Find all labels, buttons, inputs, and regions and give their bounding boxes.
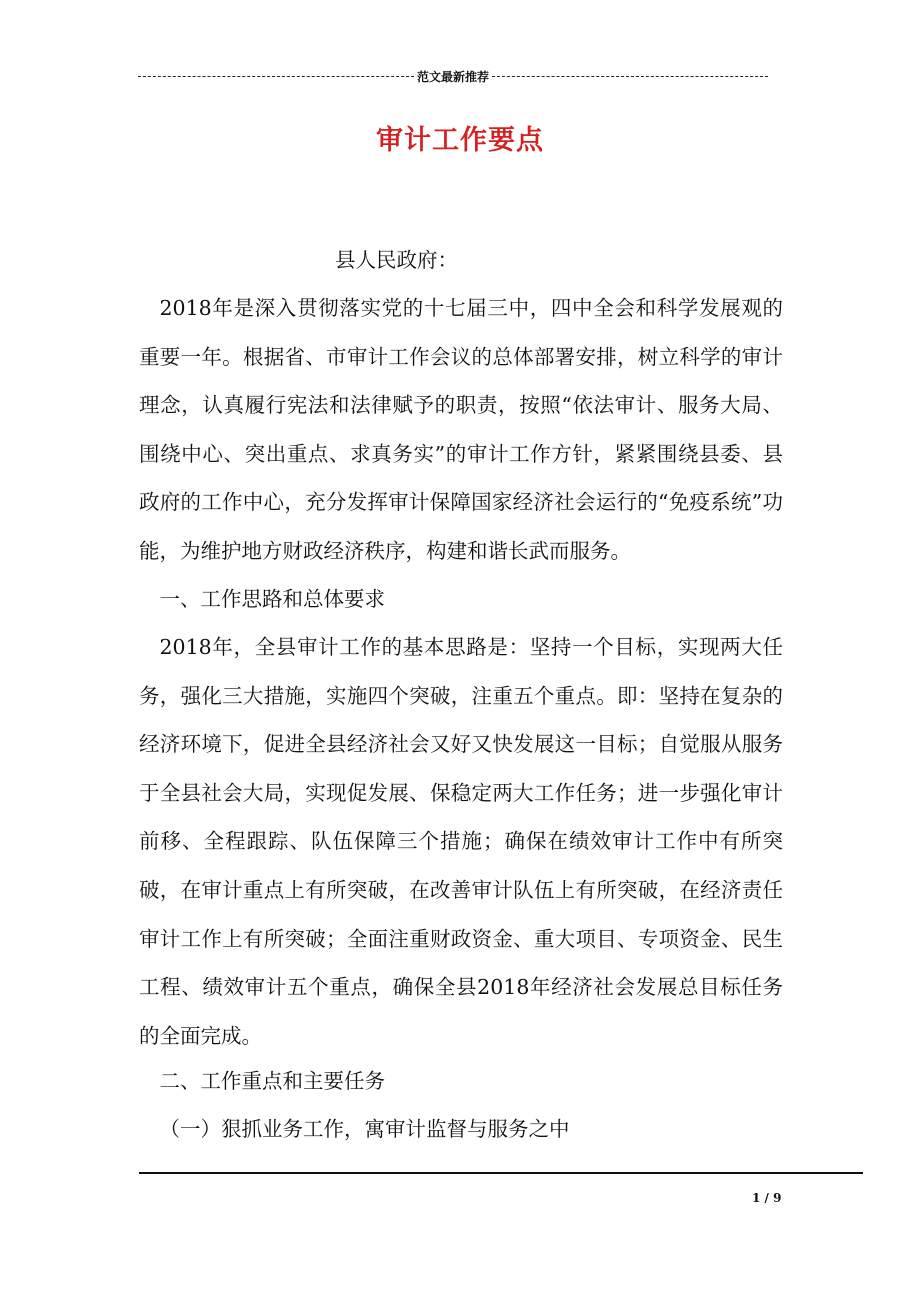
body-paragraph-2-wrapper — [139, 623, 783, 1060]
section-heading-1-wrapper — [139, 575, 783, 624]
document-title: 审计工作要点 — [376, 125, 544, 156]
section-heading-2: 二、工作重点和主要任务 — [159, 1069, 385, 1093]
header-dash-right — [492, 76, 768, 77]
body-paragraph-2: 2018年，全县审计工作的基本思路是：坚持一个目标，实现两大任务，强化三大措施，实施四个突破，注重五个重点。即：坚持在复杂的经济环境下，促进全县经济社会又好又快发展这一目标；自觉服从服务于全县社会大局，实现促发展、保稳定两大工作任务；进一步强化审计前移、全程跟踪、队伍保障三个措施；确保在绩效审计工作中有所突破，在审计重点上有所突破，在改善审计队伍上有所突破，在经济责任审计工作上有所突破；全面注重财政资金、重大项目、专项资金、民生工程、绩效审计五个重点，确保全县2018年经济社会发展总目标任务的全面完成。 — [139, 635, 783, 1048]
section-heading-2-wrapper — [139, 1057, 783, 1106]
subsection-heading-1: （一）狠抓业务工作，寓审计监督与服务之中 — [159, 1117, 570, 1141]
salutation: 县人民政府： — [335, 248, 458, 272]
body-paragraph-1: 2018年是深入贯彻落实党的十七届三中，四中全会和科学发展观的重要一年。根据省、市审计工作会议的总体部署安排，树立科学的审计理念，认真履行宪法和法律赋予的职责，按照“依法审计、服务大局、围绕中心、突出重点、求真务实”的审计工作方针，紧紧围绕县委、县政府的工作中心，充分发挥审计保障国家经济社会运行的“免疫系统”功能，为维护地方财政经济秩序，构建和谐长武而服务。 — [139, 296, 783, 563]
footer-rule — [139, 1172, 863, 1174]
page-header — [138, 66, 768, 86]
section-heading-1: 一、工作思路和总体要求 — [159, 587, 385, 611]
body-paragraph-1-wrapper — [139, 284, 783, 576]
page-number: 1 / 9 — [752, 1191, 782, 1205]
subsection-heading-1-wrapper — [139, 1105, 783, 1154]
header-label: 范文最新推荐 — [417, 69, 490, 84]
header-dash-left — [138, 76, 414, 77]
